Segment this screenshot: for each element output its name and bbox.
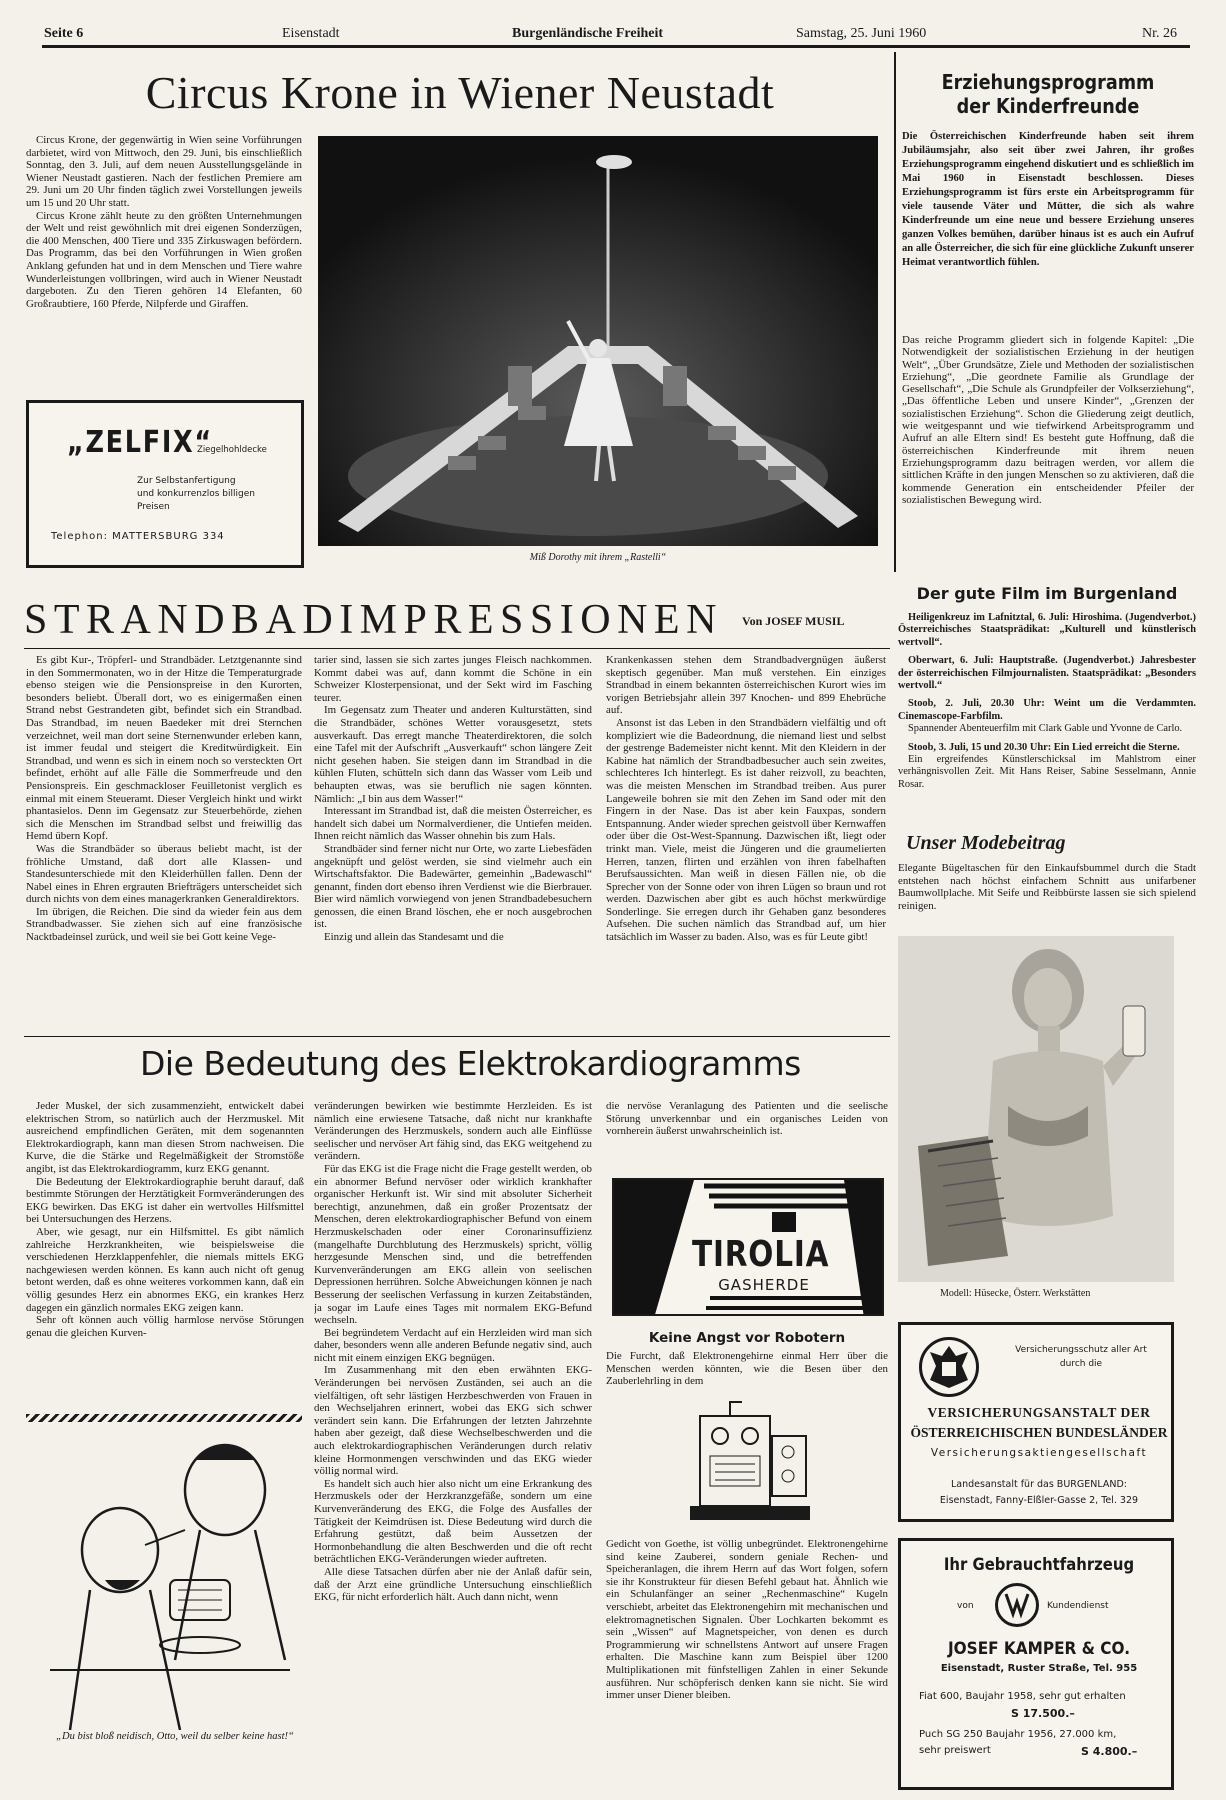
versicherung-logo-icon: [919, 1337, 979, 1397]
robot-lead: Die Furcht, daß Elektronengehirne einmal Herr über die Menschen werden könnten, wie die Besen über den Zauberlehrling in dem: [606, 1350, 888, 1388]
mode-photo-caption: Modell: Hüsecke, Österr. Werkstätten: [940, 1288, 1091, 1299]
film-entry-desc: Spannender Abenteuerfilm mit Clark Gable und Yvonne de Carlo.: [908, 723, 1183, 735]
issue-number: Nr. 26: [1142, 26, 1177, 41]
film-entry: Heiligenkreuz im Lafnitztal, 6. Juli: Hiroshima. (Jugendverbot.) Österreichisches Staatsprädikat: „Kulturell und künstlerisch wertvoll“.: [898, 612, 1196, 648]
ekg-column-3: die nervöse Veranlagung des Patienten und die seelische Störung unverkennbar und ein organisches Leiden von vornherein äußerst unwahrscheinlich ist.: [606, 1100, 888, 1138]
versicherung-name: ÖSTERREICHISCHEN BUNDESLÄNDER: [910, 1425, 1168, 1440]
film-entry: Oberwart, 6. Juli: Hauptstraße. (Jugendverbot.) Jahresbester der österreichischen Filmjournalisten. Staatsprädikat: „Besonders wertvoll.“: [898, 655, 1196, 692]
circus-performer-illustration: [318, 136, 878, 546]
zelfix-line: Preisen: [137, 502, 170, 512]
strandbad-paragraph: tarier sind, lassen sie sich zartes junges Fleisch nachkommen. Kommt dabei was auf, dann kommt die Schöne in ein Schweizer Klosterpensionat, und der Sekt wird im Fasching teurer.: [314, 654, 592, 704]
versicherung-address: Eisenstadt, Fanny-Elßler-Gasse 2, Tel. 329: [939, 1495, 1139, 1506]
newspaper-name: Burgenländische Freiheit: [512, 26, 664, 41]
versicherung-subtitle: Versicherungsaktiengesellschaft: [930, 1447, 1148, 1459]
film-entry: Stoob, 2. Juli, 20.30 Uhr: Weint um die Verdammten. Cinemascope-Farbfilm.: [898, 698, 1196, 722]
kamper-offer: Fiat 600, Baujahr 1958, sehr gut erhalten: [919, 1691, 1126, 1702]
cartoon-caption: „Du bist bloß neidisch, Otto, weil du selber keine hast!“: [56, 1731, 294, 1742]
strandbad-paragraph: Krankenkassen stehen dem Strandbadvergnügen äußerst skeptisch gegenüber. Man muß verstehen. Ein einziges Strandbad in einem bekannten österreichischen Kurort wies im vorigen Betriebsjahr allein 397 Knochen- und 899 Ehebrüche auf.: [606, 654, 886, 717]
kamper-headline: Ihr Gebrauchtfahrzeug: [943, 1555, 1135, 1574]
zelfix-product: Ziegelhohldecke: [197, 445, 267, 455]
ekg-paragraph: Sehr oft können auch völlig harmlose nervöse Störungen genau die gleichen Kurven-: [26, 1314, 304, 1339]
robot-headline: Keine Angst vor Robotern: [648, 1330, 846, 1346]
kamper-offer: Puch SG 250 Baujahr 1956, 27.000 km,: [919, 1729, 1117, 1740]
kamper-service: Kundendienst: [1047, 1601, 1109, 1611]
ekg-paragraph: Für das EKG ist die Frage nicht die Frage gestellt werden, ob ein abnormer Befund nervöser oder wirklich krankhafter organischer Herkunft ist. Wir sind mit absoluter Sicherheit berechtigt, anzunehmen, daß ein großer Prozentsatz der Menschen, deren elektrokardiographischer Befund von einem Herzmuskelschaden oder einer Coronarinsuffizienz (mangelhafte Durchblutung des Herzmuskels) spricht, völlig herzgesunde Menschen sind, und die betreffenden Kurvenveränderungen am EKG allein von seelischen Depressionen herrühren. Solche Abweichungen können je nach Besserung der seelischen Verfassung in kurzen Zeitabständen, ja sogar im Laufe eines Tages mit normalem EKG-Befund wechseln.: [314, 1162, 592, 1327]
ekg-headline: Die Bedeutung des Elektrokardiogramms: [140, 1044, 801, 1083]
film-headline: Der gute Film im Burgenland: [916, 584, 1178, 603]
mode-headline: Unser Modebeitrag: [906, 832, 1066, 854]
versicherung-line: Versicherungsschutz aller Art: [1015, 1345, 1147, 1355]
decorative-border: [26, 1414, 302, 1422]
mode-body: Elegante Bügeltaschen für den Einkaufsbummel durch die Stadt entstehen nach höchst einfachem Schnitt aus unifarbener Baumwollplache. Mit Seife und Reibbürste lassen sie sich spielend reinigen.: [898, 862, 1196, 912]
eagle-emblem-icon: [922, 1340, 976, 1394]
strandbad-paragraph: Es gibt Kur-, Tröpferl- und Strandbäder. Letztgenannte sind in den Sommermonaten, wo in der Hitze die Temperaturgrade ebenso steigen wie die Pensionspreise in den Kurorten, besonders beliebt. Überall dort, wo es einigermaßen einen Strand nebst Gestrandeten gibt, befindet sich ein Strandbad. Das Strandbad, im neuen Baedeker mit drei Sternchen verzeichnet, weil man dort seine Sternenwunder erleben kann, ist immer feudal und steigert die Kreditwürdigkeit. Ein Strandbad, und wenn es sich in einem noch so versteckten Ort befindet, erhöht auf alle Fälle die Sommerfreude und den Pensionspreis. Ein geschmackloser Feuilletonist verglich es einmal mit einem Steueramt. Dieser Vergleich hinkt und wirkt phantasielos. Denn im Gegensatz zur Steuerbehörde, ziehen sich die Menschen im Strandbad selbst und freiwillig das Hemd übern Kopf.: [26, 654, 302, 843]
film-entry-desc: Ein ergreifendes Künstlerschicksal im Mahlstrom einer verhängnisvollen Zeit. Mit Hans Reiser, Sabine Sesselmann, Annie Rosar.: [898, 754, 1196, 790]
ekg-column-1: [26, 1100, 304, 1412]
vw-logo-icon: [995, 1583, 1039, 1627]
ekg-paragraph: Bei begründetem Verdacht auf ein Herzleiden wird man sich daher, besonders wenn alle anderen Befunde negativ sind, auch nicht mit einem einzigen EKG begnügen.: [314, 1326, 592, 1364]
strandbad-paragraph: Im Gegensatz zum Theater und anderen Kulturstätten, sind die Strandbäder, schönes Wetter vorausgesetzt, stets ausverkauft. Das erregt manche Theaterdirektoren, die solch eine Tafel mit der Aufschrift „Ausverkauft“ schon längere Zeit nicht gesehen haben. Sie steigen dann im Strandbad in die kühlen Fluten, schütteln sich dann das Wasser vom Leib und behaupten etwas, was sie beruflich nie sagen könnten. Nämlich: „I bin aus dem Wasser!“: [314, 704, 592, 805]
section-rule: [24, 648, 890, 649]
circus-article: [26, 134, 302, 392]
zelfix-line: Zur Selbstanfertigung: [137, 476, 236, 486]
zelfix-phone: Telephon: MATTERSBURG 334: [51, 531, 225, 542]
page-number: Seite 6: [44, 26, 84, 41]
circus-paragraph: Circus Krone, der gegenwärtig in Wien seine Vorführungen darbietet, wird von Mittwoch, den 29. Juni, bis einschließlich Sonntag, den 3. Juli, auf dem neuen Ausstellungsgelände in Wiener Neustadt gastieren. Nach der festlichen Premiere am 29. Juni um 20 Uhr finden täglich zwei Vorstellungen jeweils um 15 und 20 Uhr statt.: [26, 134, 302, 209]
strandbad-paragraph: Ansonst ist das Leben in den Strandbädern vielfältig und oft kompliziert wie die Badeordnung, die niemand liest und selbst der gestrenge Bademeister nicht kennt. Mit den Kleidern in der Kabine hat nämlich der Strandbadbesucher auch sein zweites, schlechteres Ich hinterlegt. Es ist daher reizvoll, zu beachten, was die meisten Menschen im Strandbad treiben. Aus purer Langeweile bohren sie mit den Zehen im Sand oder mit den Fingern in der Nase. Das ist aber kein Fauxpas, sondern Entspannung. Ander wieder sprechen geistvoll über Kernwaffen oder über die Ost-West-Spannung. Dazwischen ißt, liegt oder trinkt man. Viele, meist die Jüngeren und die graumelierten Herren, tanzen, flirten und erzählen von ihren fabelhaften Berufsaussichten. Man weiß in diesen Fällen nie, ob die Sprecher von der Sonne oder von ihren Lügen so braun und rot werden. Dazwischen aber gibt es auch höchst merkwürdige Sonderlinge. Sie erregen durch ihr Gehaben ganz besonderes Aufsehen. Die suchen nämlich das Strandbad auf, um hier tatsächlich im Wasser zu baden. Also, was es für Leute gibt!: [606, 716, 886, 944]
versicherung-directorate: Landesanstalt für das BURGENLAND:: [951, 1479, 1127, 1490]
robot-body: Gedicht von Goethe, ist völlig unbegründet. Elektronengehirne sind keine Zauberei, sondern geniale Rechen- und Speicheranlagen, die ihrem Herrn auf das Wort folgen, sofern sie ihr Konstrukteur für diesen Befehl gebaut hat. Ähnlich wie ein Schulanfänger an seiner „Rechenmaschine“ Kugeln verschiebt, arbeitet das Elektronengehirn mit mechanischen und elektromagnetischen Signalen. Über Lochkarten bekommt es sein „Wissen“ auf Magnetspeicher, von denen es durch Programmierung wir schnellstens Antwort auf unsere Fragen erhalten. Die Maschine kann zum Beispiel über 1200 Multiplikationen mit fünfstelligen Zahlen in einer Sekunde ausführen. Nur schöpferisch denken kann sie nicht. Sie wird immer unser Diener bleiben.: [606, 1538, 888, 1702]
ekg-paragraph: Im Zusammenhang mit den eben erwähnten EKG-Veränderungen bei nervösen Zuständen, sei auch an die vielfältigen, oft sehr lästigen Herzbeschwerden von Frauen in den Wechseljahren erinnert, wobei das EKG sich schwer verändert sein kann. Die Erfahrungen der letzten Jahrzehnte haben aber gezeigt, daß diese Wechselbeschwerden und die auch elektrokardiographischen Veränderungen durch relativ kleine Hormonmengen verschwinden und das EKG wieder völlig normal wird.: [314, 1364, 592, 1478]
zelfix-line: und konkurrenzlos billigen: [137, 489, 255, 499]
cartoon-illustration: [50, 1430, 290, 1730]
kamper-address: Eisenstadt, Ruster Straße, Tel. 955: [940, 1663, 1138, 1674]
ekg-paragraph: veränderungen bewirken wie bestimmte Herzleiden. Es ist nämlich eine erwiesene Tatsache, daß nicht nur krankhafte Veränderungen des Herzmuskels, sondern auch alle Einflüsse seelischer und nervöser Art fähig sind, das EKG weitgehend zu verändern.: [314, 1100, 592, 1163]
kinderfreunde-title-line: Erziehungsprogramm: [941, 70, 1155, 94]
strandbad-headline: STRANDBADIMPRESSIONEN: [24, 597, 723, 643]
strandbad-column-2: [314, 654, 592, 1030]
strandbad-column-3: [606, 654, 886, 1030]
kamper-company: JOSEF KAMPER & CO.: [947, 1639, 1131, 1659]
page-header: [42, 20, 1190, 48]
versicherung-name: VERSICHERUNGSANSTALT DER: [927, 1405, 1151, 1420]
zelfix-ad: [26, 400, 304, 568]
zelfix-brand: „ZELFIX“: [67, 425, 213, 460]
strandbad-paragraph: Einzig und allein das Standesamt und die: [324, 931, 504, 944]
kinderfreunde-title-line: der Kinderfreunde: [956, 94, 1140, 118]
film-listings: [898, 612, 1196, 844]
tirolia-subline: GASHERDE: [718, 1276, 810, 1294]
tirolia-ad: [612, 1178, 884, 1316]
kamper-ad: [898, 1538, 1174, 1790]
circus-paragraph: Circus Krone zählt heute zu den größten Unternehmungen der Welt und reist gewöhnlich mit drei eigenen Sonderzügen, die 400 Menschen, 400 Tiere und 335 Zirkuswagen befördern. Das Programm, das bei den Vorführungen in Wien großen Anklang gefunden hat und in dem Menschen und Tiere wahre Wunderleistungen vollbringen, wird auch in Wiener Neustadt dargeboten. Zu den Tieren gehören 14 Elefanten, 60 Großraubtiere, 160 Pferde, Nilpferde und Giraffen.: [26, 209, 302, 310]
ekg-column-2: [314, 1100, 592, 1790]
vw-emblem-icon: [998, 1586, 1036, 1624]
issue-date: Samstag, 25. Juni 1960: [796, 26, 927, 41]
kamper-von: von: [957, 1601, 974, 1611]
section-rule: [24, 1036, 890, 1037]
ekg-paragraph: Aber, wie gesagt, nur ein Hilfsmittel. Es gibt nämlich zahlreiche Herzkrankheiten, wie beispielsweise die verschiedenen Herzklappenfehler, die niemals mittels EKG nachgewiesen werden können. Es kann auch nicht oft genug betont werden, daß es ohne weiteres vorkommen kann, daß ein völlig gesundes Herz ein abnormes EKG, ein krankes Herz dagegen ein gänzlich normales EKG zeigen kann.: [26, 1225, 304, 1314]
kinderfreunde-headline: [920, 70, 1177, 118]
kinderfreunde-lead: Die Österreichischen Kinderfreunde haben seit ihrem Jubiläumsjahr, also seit über zwei Jahren, ihr großes Erziehungsprogramm eingehend diskutiert und es schließlich im Mai 1960 in Eisenstadt beschlossen. Dieses Erziehungsprogramm ist fürs erste ein Arbeitsprogramm für viele tausende Väter und Mütter, die sich als wahre Kinderfreunde um eine neue und bessere Erziehung unseres ganzen Volkes bemühen, darüber hinaus ist es auch ein Aufruf an alle Österreicher, die sich für eine glückliche Zukunft unserer Heimat verantwortlich fühlen.: [902, 131, 1194, 268]
film-entry: Stoob, 3. Juli, 15 und 20.30 Uhr: Ein Lied erreicht die Sterne.: [908, 741, 1180, 753]
versicherung-ad: [898, 1322, 1174, 1522]
strandbad-paragraph: Was die Strandbäder so überaus beliebt macht, ist der fröhliche Umstand, daß dort alle Klassen- und Standesunterschiede mit den Kleiderhüllen fallen. Denn der Nabel eines in Ehren ergrauten Briefträgers unterscheidet sich durch nichts von dem eines managerkranken Generaldirektors.: [26, 842, 302, 906]
cartoon: [50, 1430, 290, 1730]
circus-headline: Circus Krone in Wiener Neustadt: [145, 67, 775, 118]
kamper-price: S 4.800.–: [1081, 1745, 1138, 1758]
versicherung-line: durch die: [1059, 1359, 1103, 1369]
circus-photo: [318, 136, 878, 546]
ekg-paragraph: Es handelt sich auch hier also nicht um eine Erkrankung des Herzmuskels oder der Herzkranzgefäße, sondern um eine Kurvenveränderung des EKG, die Folge des Ausfalles der Tätigkeit der Keimdrüsen ist. Diese Bedeutung wird durch die Erfahrung gestützt, daß beim Aussetzen der Hormonbehandlung die alten Beschwerden und die oft recht beträchtlichen EKG-Veränderungen wieder auftreten.: [314, 1477, 592, 1566]
kamper-price: S 17.500.–: [1011, 1707, 1075, 1720]
strandbad-paragraph: Strandbäder sind ferner nicht nur Orte, wo zarte Liebesfäden angeknüpft und gelöst werden, sie sind vielmehr auch ein Wirtschaftsfaktor. Die Badewärter, gemeinhin „Badewaschl“ genannt, finden dort ebenso ihren Verdienst wie die Bierbrauer. Bier wird nämlich vorwiegend von jenen Strandbadebesuchern genossen, die einen Brand löschen, ehe er noch ausgebrochen ist.: [314, 842, 592, 931]
kinderfreunde-body: Das reiche Programm gliedert sich in folgende Kapitel: „Die Notwendigkeit der sozialistischen Erziehung in der heutigen Welt“, „Über Grundsätze, Ziele und Methoden der sozialistischen Erziehung“, „Die geordnete Familie als Grundlage der Gesellschaft“, „Die Schule als Grundpfeiler der Volkserziehung“, „Das öffentliche Leben und unsere Kinder“, „Grenzen der sozialistischen Erziehung“. Schon die Gliederung zeigt deutlich, wie weitgespannt und wie tiefwirkend Arbeitsprogramm und Aufruf an alle Eltern sind! Es besteht gute Hoffnung, daß die österreichischen Kinderfreunde mit ihrem neuen Erziehungsprogramm dazu beitragen werden, vor allem die sittlichen Kräfte in den jungen Menschen so zu aktivieren, daß die kommende Generation ein entscheidender Pfeiler der sozialistischen Bewegung wird.: [902, 334, 1194, 506]
strandbad-column-1: [26, 654, 302, 1030]
strandbad-byline: Von JOSEF MUSIL: [742, 614, 845, 628]
mode-photo: [898, 936, 1174, 1282]
strandbad-paragraph: Interessant im Strandbad ist, daß die meisten Österreicher, es handelt sich dabei um Normalverdiener, die Untiefen meiden. Ihnen reicht nämlich das Wasser ohnehin bis zum Hals.: [314, 805, 592, 843]
ekg-paragraph: Alle diese Tatsachen dürfen aber nie der Anlaß dafür sein, daß der Arzt eine gründliche Untersuchung einschließlich EKG, für nicht erforderlich hält. Auch dann nicht, wenn: [314, 1565, 592, 1604]
ekg-paragraph: Die Bedeutung der Elektrokardiographie beruht darauf, daß bestimmte Störungen der Herztätigkeit Formveränderungen des EKG bewirken. Das EKG ist daher ein wertvolles Hilfsmittel bei Untersuchungen des Herzens.: [26, 1175, 304, 1226]
tirolia-brand: TIROLIA: [692, 1234, 830, 1275]
strandbad-paragraph: Im übrigen, die Reichen. Die sind da wieder fein aus dem Strandbadwasser. Sie ziehen sich auf eine französische Nacktbadeinsel zurück, und weil sie bei Gott keine Vege-: [26, 905, 302, 944]
kamper-offer-note: sehr preiswert: [919, 1745, 991, 1756]
ekg-paragraph: Jeder Muskel, der sich zusammenzieht, entwickelt dabei elektrischen Strom, so natürlich auch der Herzmuskel. Mit ausreichend empfindlichen Geräten, mit dem sogenannten Elektrokardiograph, kann man diesen Strom nachweisen. Die Kurve, die die Stärke und Regelmäßigkeit der Stromstöße angibt, ist das Elektrokardiogramm, kurz EKG genannt.: [26, 1100, 304, 1175]
header-place: Eisenstadt: [282, 26, 340, 41]
circus-photo-caption: Miß Dorothy mit ihrem „Rastelli“: [529, 552, 667, 563]
robot-illustration: [680, 1396, 820, 1532]
zelfix-text: [137, 475, 255, 514]
column-rule: [894, 52, 896, 572]
fashion-model-illustration: [898, 936, 1174, 1282]
robot-drawing: [680, 1396, 820, 1532]
